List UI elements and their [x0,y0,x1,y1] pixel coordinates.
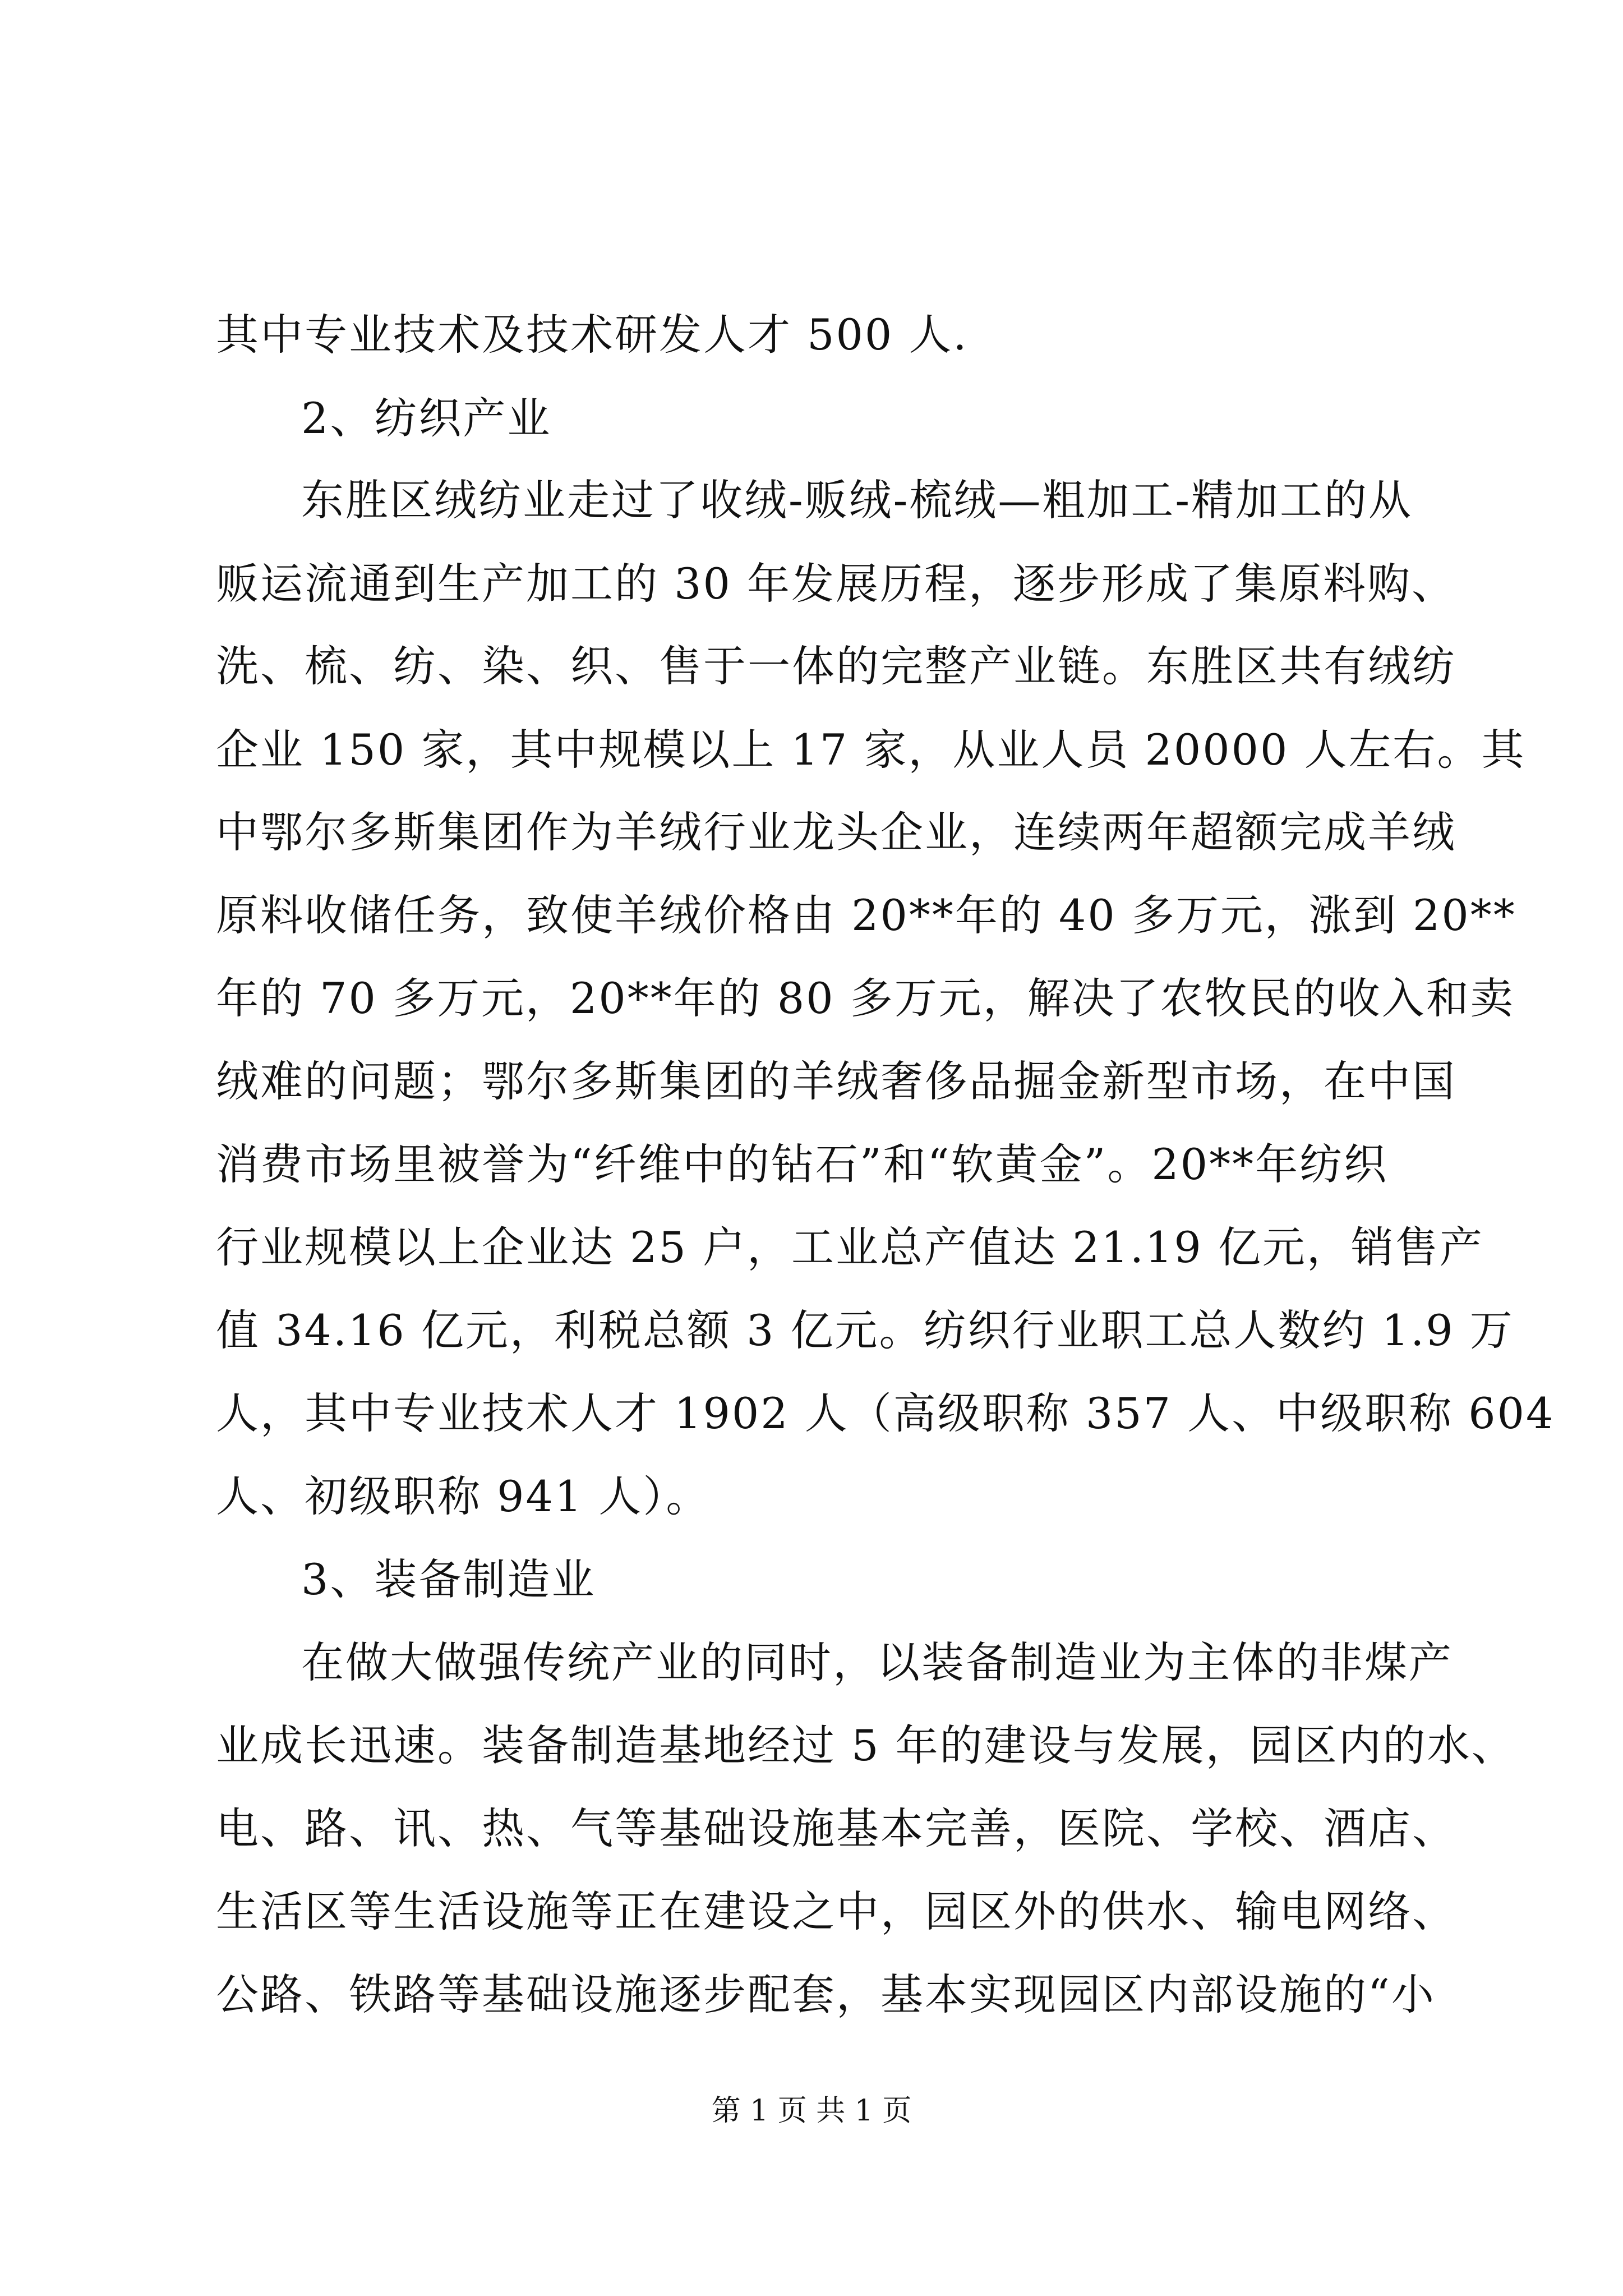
text-line: 贩运流通到生产加工的 30 年发展历程，逐步形成了集原料购、 [216,559,1456,609]
text-line: 生活区等生活设施等正在建设之中，园区外的供水、输电网络、 [216,1887,1456,1936]
text-line: 企业 150 家，其中规模以上 17 家，从业人员 20000 人左右。其 [216,725,1526,775]
text-line: 洗、梳、纺、染、织、售于一体的完整产业链。东胜区共有绒纺 [216,641,1456,691]
text-line: 中鄂尔多斯集团作为羊绒行业龙头企业，连续两年超额完成羊绒 [216,807,1456,857]
text-line: 消费市场里被誉为“纤维中的钻石”和“软黄金”。20**年纺织 [216,1139,1389,1189]
page-footer: 第 1 页 共 1 页 [711,2094,912,2128]
section-heading-equipment: 3、装备制造业 [301,1554,596,1604]
section-heading-textile: 2、纺织产业 [301,393,552,443]
text-line: 其中专业技术及技术研发人才 500 人. [216,310,969,360]
text-line: 原料收储任务，致使羊绒价格由 20**年的 40 多万元，涨到 20** [216,890,1516,940]
text-line: 行业规模以上企业达 25 户，工业总产值达 21.19 亿元，销售产 [216,1222,1484,1272]
text-line: 人，其中专业技术人才 1902 人（高级职称 357 人、中级职称 604 [216,1388,1555,1438]
text-line: 人、初级职称 941 人）。 [216,1471,711,1521]
paragraph-first-line: 在做大做强传统产业的同时，以装备制造业为主体的非煤产 [301,1637,1453,1687]
text-line: 业成长迅速。装备制造基地经过 5 年的建设与发展，园区内的水、 [216,1720,1516,1770]
text-line: 年的 70 多万元，20**年的 80 多万元，解决了农牧民的收入和卖 [216,973,1515,1023]
text-line: 值 34.16 亿元，利税总额 3 亿元。纺织行业职工总人数约 1.9 万 [216,1305,1514,1355]
text-line: 绒难的问题；鄂尔多斯集团的羊绒奢侈品掘金新型市场，在中国 [216,1056,1456,1106]
paragraph-first-line: 东胜区绒纺业走过了收绒-贩绒-梳绒—粗加工-精加工的从 [301,475,1413,525]
text-line: 公路、铁路等基础设施逐步配套，基本实现园区内部设施的“小 [216,1970,1436,2019]
text-line: 电、路、讯、热、气等基础设施基本完善，医院、学校、酒店、 [216,1803,1456,1853]
